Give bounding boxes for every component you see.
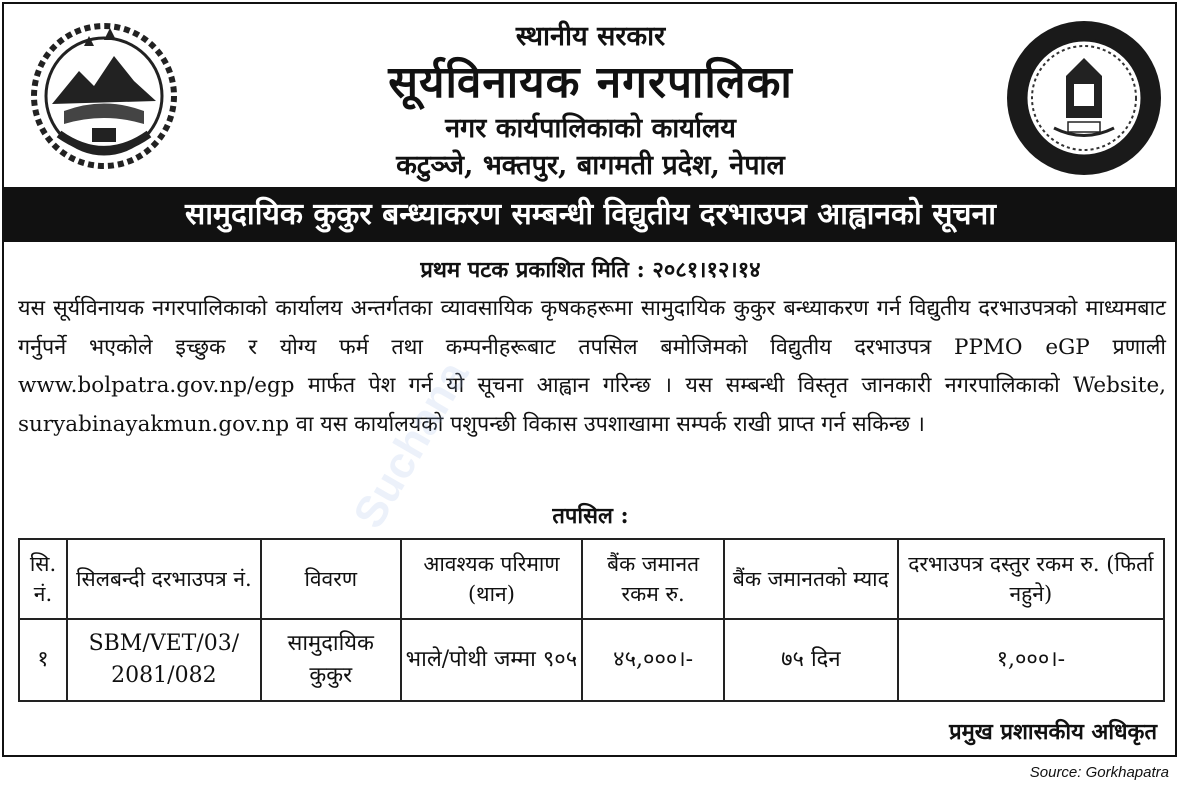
- watermark: Suchana: [344, 353, 479, 537]
- table-header-row: [19, 539, 1164, 619]
- government-label: स्थानीय सरकार: [515, 21, 666, 52]
- table-header-cell: बैंक जमानतको म्याद: [724, 539, 898, 619]
- table-cell: ७५ दिन: [724, 619, 898, 701]
- table-header-cell: आवश्यक परिमाण (थान): [401, 539, 583, 619]
- table-cell: सामुदायिक कुकुर: [261, 619, 401, 701]
- notice-body: यस सूर्यविनायक नगरपालिकाको कार्यालय अन्तर्गतका व्यावसायिक कृषकहरूमा सामुदायिक कुकुर बन्ध्याकरण गर्न विद्युतीय दरभाउपत्रको माध्यमबाट गर्नुपर्ने भएकोले इच्छुक र योग्य फर्म तथा कम्पनीहरूबाट तपसिल बमोजिमको विद्युतीय दरभाउपत्र PPMO eGP प्रणाली www.bolpatra.gov.np/egp मार्फत पेश गर्न यो सूचना आह्वान गरिन्छ । यस सम्बन्धी विस्तृत जानकारी नगरपालिकाको Website, suryabinayakmun.gov.np वा यस कार्यालयको पशुपन्छी विकास उपशाखामा सम्पर्क राखी प्राप्त गर्न सकिन्छ ।: [18, 296, 1166, 437]
- table-header-cell: बैंक जमानत रकम रु.: [582, 539, 724, 619]
- notice-title: सामुदायिक कुकुर बन्ध्याकरण सम्बन्धी विद्युतीय दरभाउपत्र आह्वानको सूचना: [4, 187, 1177, 242]
- published-date: प्रथम पटक प्रकाशित मिति : २०८१।१२।१४: [420, 257, 761, 283]
- tapsil-heading: तपसिल :: [552, 503, 629, 529]
- table-cell: ४५,०००।-: [582, 619, 724, 701]
- office-name: नगर कार्यपालिकाको कार्यालय: [445, 113, 736, 144]
- table-cell: SBM/VET/03/ 2081/082: [67, 619, 261, 701]
- table-header-cell: सि. नं.: [19, 539, 67, 619]
- signoff: प्रमुख प्रशासकीय अधिकृत: [949, 719, 1157, 745]
- table-header-cell: सिलबन्दी दरभाउपत्र नं.: [67, 539, 261, 619]
- table-cell: १: [19, 619, 67, 701]
- table-header-cell: दरभाउपत्र दस्तुर रकम रु. (फिर्ता नहुने): [898, 539, 1164, 619]
- office-address: कटुञ्जे, भक्तपुर, बागमती प्रदेश, नेपाल: [396, 150, 785, 181]
- table-row: [19, 619, 1164, 701]
- source-credit: Source: Gorkhapatra: [1029, 764, 1169, 781]
- table-header-cell: विवरण: [261, 539, 401, 619]
- tender-table: [18, 538, 1165, 702]
- table-cell: १,०००।-: [898, 619, 1164, 701]
- table-cell: भाले/पोथी जम्मा ९०५: [401, 619, 583, 701]
- municipality-name: सूर्यविनायक नगरपालिका: [388, 57, 793, 108]
